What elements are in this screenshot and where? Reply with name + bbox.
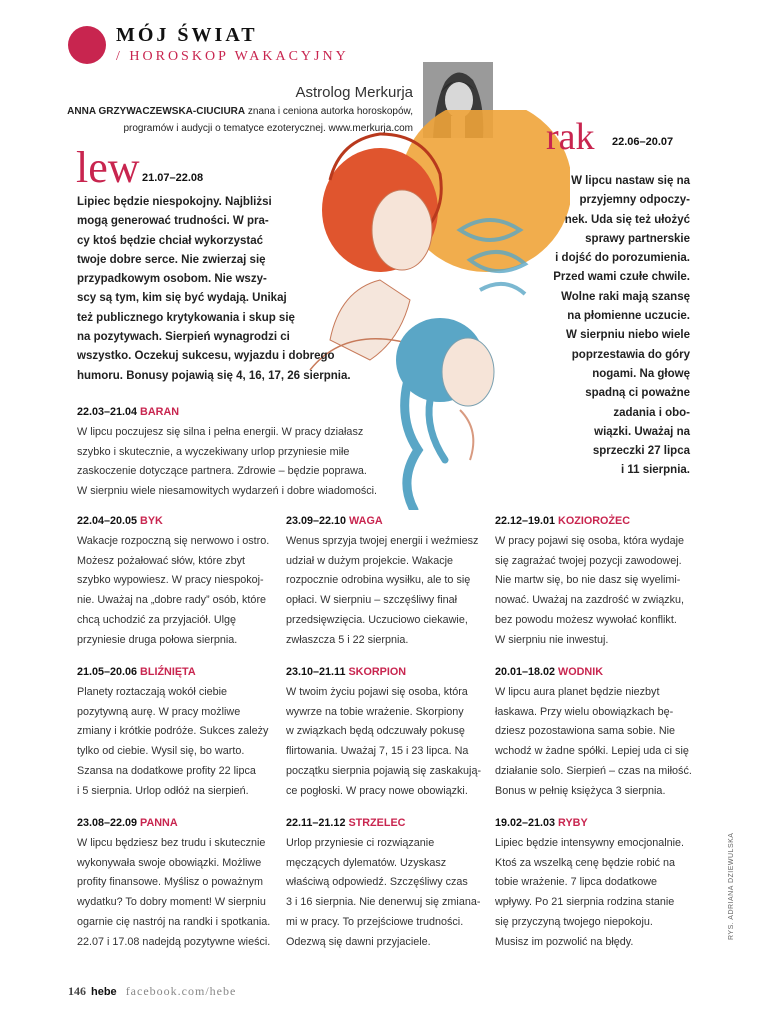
- sign-dates: 22.11–21.12: [286, 817, 349, 829]
- lew-line: też publicznego krytykowania i skup się: [77, 311, 295, 324]
- sign-line: właściwą odpowiedź. Szczęśliwy czas: [286, 876, 468, 889]
- sign-line: W twoim życiu pojawi się osoba, która: [286, 685, 468, 698]
- sign-line: w związkach będą odczuwały pokusę: [286, 725, 465, 738]
- page-number: 146: [68, 984, 86, 998]
- facebook-link[interactable]: facebook.com/hebe: [125, 984, 237, 998]
- rak-line: nek. Uda się też ułożyć: [564, 213, 690, 226]
- lew-dates: 21.07–22.08: [142, 172, 204, 184]
- sign-line: W lipcu aura planet będzie niezbyt: [495, 685, 660, 698]
- section-dot: [68, 26, 106, 64]
- sign-line: W pracy pojawi się osoba, która wydaje: [495, 534, 685, 547]
- sign-line: Wakacje rozpoczną się nerwowo i ostro.: [77, 534, 270, 547]
- astrologer-bio-line1: znana i ceniona autorka horoskopów,: [245, 106, 413, 117]
- rak-line: nogami. Na głowę: [592, 367, 690, 380]
- sign-bliznieta: [77, 663, 282, 802]
- sign-line: szybko wypowiesz. W pracy niespokoj-: [77, 574, 264, 587]
- astrologer-bio-line2: programów i audycji o tematyce ezoterycznej. www.merkurja.com: [123, 123, 413, 134]
- sign-line: Planety roztaczają wokół ciebie: [77, 685, 228, 698]
- lew-line: twoje dobre serce. Nie zwierzaj się: [77, 253, 266, 266]
- sign-line: tobie wrażenie. 7 lipca dodatkowe: [495, 876, 658, 889]
- section-subtitle: / HOROSKOP WAKACYJNY: [116, 49, 349, 64]
- sign-name: SKORPION: [348, 666, 407, 678]
- lew-line: Lipiec będzie niespokojny. Najbliżsi: [77, 196, 272, 208]
- rak-line: Przed wami czułe chwile.: [553, 271, 690, 284]
- sign-header: [77, 512, 282, 532]
- section-title: MÓJ ŚWIAT: [116, 24, 258, 46]
- rak-line: spadną ci poważne: [585, 387, 690, 400]
- rak-line: Wolne raki mają szansę: [561, 290, 690, 303]
- sign-line: Ktoś za wszelką cenę będzie robić na: [495, 856, 676, 869]
- sign-name: STRZELEC: [348, 817, 406, 829]
- brand-logo: hebe: [91, 986, 117, 998]
- sign-line: ce pogłoski. W pracy nowe obowiązki.: [286, 784, 468, 797]
- sign-line: W sierpniu wiele niesamowitych wydarzeń i dobre wiadomości.: [77, 485, 378, 498]
- rak-line: poprzestawia do góry: [571, 348, 690, 361]
- sign-name: BLIŹNIĘTA: [140, 666, 196, 678]
- sign-header: [286, 512, 496, 532]
- lew-line: na pozytywach. Sierpień wynagrodzi ci: [77, 331, 290, 344]
- sign-line: 3 i 16 sierpnia. Nie denerwuj się zmiana-: [286, 896, 481, 909]
- rak-title: rak: [546, 116, 595, 158]
- sign-name: WODNIK: [558, 666, 604, 678]
- sign-waga: [286, 512, 496, 651]
- lew-line: scy są tym, kim się być wydają. Unikaj: [77, 292, 287, 305]
- sign-byk: [77, 512, 282, 651]
- sign-line: zwłaszcza 5 i 22 sierpnia.: [286, 633, 409, 646]
- rak-text: [480, 172, 690, 481]
- sign-line: Możesz pożałować słów, które zbyt: [77, 554, 246, 567]
- sign-name: PANNA: [140, 817, 178, 829]
- lew-line: humoru. Bonusy pojawią się 4, 16, 17, 26 sierpnia.: [77, 369, 351, 382]
- lew-line: cy ktoś będzie chciał wykorzystać: [77, 234, 264, 247]
- rak-dates: 22.06–20.07: [612, 136, 674, 148]
- sign-line: zaskoczenie dotyczące partnera. Zdrowie – będzie poprawa.: [77, 465, 367, 478]
- sign-dates: 22.03–21.04: [77, 406, 141, 418]
- lew-line: wszystko. Oczekuj sukcesu, wyjazdu i dobrego: [77, 350, 335, 363]
- sign-baran: [77, 403, 407, 502]
- sign-line: Wenus sprzyja twojej energii i weźmiesz: [286, 534, 479, 547]
- lew-title: lew: [76, 143, 140, 192]
- sign-line: W lipcu poczujesz się silna i pełna energii. W pracy działasz: [77, 425, 364, 438]
- sign-header: [495, 663, 715, 683]
- sign-dates: 23.08–22.09: [77, 817, 141, 829]
- rak-line: zadania i obo-: [613, 406, 690, 419]
- sign-line: Bonus w pełnię księżyca 3 sierpnia.: [495, 784, 666, 797]
- sign-line: Nie martw się, bo nie dasz się wyelimi-: [495, 574, 681, 587]
- rak-line: i 11 sierpnia.: [620, 464, 690, 477]
- sign-line: łaskawa. Przy wielu obowiązkach bę-: [495, 705, 674, 718]
- sign-line: męczących dylematów. Uzyskasz: [286, 856, 447, 869]
- sign-name: RYBY: [558, 817, 588, 829]
- sign-line: opłaci. W sierpniu – szczęśliwy finał: [286, 594, 458, 607]
- sign-dates: 23.09–22.10: [286, 515, 350, 527]
- sign-line: profity finansowe. Myślisz o poważnym: [77, 876, 264, 889]
- sign-name: WAGA: [349, 515, 383, 527]
- lew-line: mogą generować trudności. W pra-: [77, 215, 269, 228]
- sign-line: Lipiec będzie intensywny emocjonalnie.: [495, 836, 685, 849]
- sign-line: Odezwą się dawni przyjaciele.: [286, 935, 431, 948]
- sign-dates: 22.12–19.01: [495, 515, 559, 527]
- sign-line: dziesz pozostawiona sama sobie. Nie: [495, 725, 676, 738]
- sign-line: chcą uchodzić za przyjaciół. Ulgę: [77, 613, 237, 626]
- sign-header: [77, 403, 407, 423]
- sign-dates: 20.01–18.02: [495, 666, 559, 678]
- sign-name: BARAN: [140, 406, 180, 418]
- sign-line: wchodź w żadne spółki. Lepiej uda ci się: [495, 745, 689, 758]
- sign-dates: 22.04–20.05: [77, 515, 141, 527]
- sign-line: pozytywną aurę. W pracy możliwe: [77, 705, 241, 718]
- sign-line: mi w pracy. To przejściowe trudności.: [286, 915, 464, 928]
- rak-line: sprzeczki 27 lipca: [592, 445, 690, 458]
- sign-line: bez powodu możesz wywołać konflikt.: [495, 613, 677, 626]
- rak-line: W sierpniu niebo wiele: [566, 329, 690, 342]
- sign-line: Musisz im pozwolić na błędy.: [495, 935, 634, 948]
- sign-dates: 21.05–20.06: [77, 666, 141, 678]
- sign-dates: 23.10–21.11: [286, 666, 349, 678]
- sign-header: [495, 512, 715, 532]
- sign-header: [495, 814, 715, 834]
- rak-line: przyjemny odpoczy-: [579, 194, 690, 207]
- sign-line: przyniesie druga połowa sierpnia.: [77, 633, 238, 646]
- sign-dates: 19.02–21.03: [495, 817, 559, 829]
- sign-line: wpływy. Po 21 sierpnia rodzina stanie: [495, 896, 675, 909]
- sign-line: ogarnie cię nastrój na randki i spotkania.: [77, 915, 271, 928]
- sign-line: Urlop przyniesie ci rozwiązanie: [286, 836, 435, 849]
- sign-wodnik: [495, 663, 715, 802]
- sign-header: [286, 814, 496, 834]
- rak-line: na płomienne uczucie.: [567, 310, 690, 323]
- sign-line: flirtowania. Uważaj 7, 15 i 23 lipca. Na: [286, 745, 469, 758]
- page-footer: [68, 984, 236, 999]
- sign-line: Szansa na dodatkowe profity 22 lipca: [77, 764, 256, 777]
- sign-line: W sierpniu nie inwestuj.: [495, 633, 609, 646]
- sign-panna: [77, 814, 282, 953]
- astrologer-role: Astrolog Merkurja: [295, 84, 413, 101]
- sign-skorpion: [286, 663, 496, 802]
- rak-line: W lipcu nastaw się na: [571, 175, 690, 187]
- rak-line: wiązki. Uważaj na: [594, 425, 690, 438]
- sign-line: rozpocznie odrobina wysiłku, ale to się: [286, 574, 471, 587]
- sign-name: BYK: [140, 515, 163, 527]
- illustration-credit: RYS. ADRIANA DZIEWULSKA: [728, 832, 735, 940]
- sign-ryby: [495, 814, 715, 953]
- sign-line: wydatku? To dobry moment! W sierpniu: [77, 896, 266, 909]
- sign-line: W lipcu będziesz bez trudu i skutecznie: [77, 836, 266, 849]
- sign-line: nie. Uważaj na „dobre rady” osób, które: [77, 594, 267, 607]
- sign-line: się zagrażać twojej pozycji zawodowej.: [495, 554, 682, 567]
- astrologer-name: ANNA GRZYWACZEWSKA-CIUCIURA: [67, 106, 246, 117]
- sign-line: przedsięwzięcia. Uczuciowo ciekawie,: [286, 613, 468, 626]
- lew-text: [77, 193, 372, 386]
- sign-line: nować. Uważaj na zazdrość w związku,: [495, 594, 685, 607]
- sign-koziorozec: [495, 512, 715, 651]
- sign-header: [286, 663, 496, 683]
- lew-line: przypadkowym osobom. Nie wszy-: [77, 273, 267, 286]
- sign-line: zmiany i krótkie podróże. Sukces zależy: [77, 725, 269, 738]
- sign-strzelec: [286, 814, 496, 953]
- sign-line: szybko i skutecznie, a wyczekiwany urlop przyniesie miłe: [77, 445, 350, 458]
- sign-line: początku sierpnia pojawią się zaskakują-: [286, 764, 482, 777]
- sign-line: 22.07 i 17.08 nadejdą pozytywne wieści.: [77, 935, 271, 948]
- rak-line: sprawy partnerskie: [585, 232, 690, 245]
- sign-line: się przyczyną twojego niepokoju.: [495, 915, 653, 928]
- sign-line: i 5 sierpnia. Urlop odłóż na sierpień.: [77, 784, 249, 797]
- sign-line: tylko od ciebie. Wysil się, bo warto.: [77, 745, 245, 758]
- sign-line: wywrze na tobie wrażenie. Skorpiony: [286, 705, 464, 718]
- sign-name: KOZIOROŻEC: [558, 515, 631, 527]
- rak-line: i dojść do porozumienia.: [555, 252, 690, 265]
- sign-line: działanie solo. Sierpień – czas na miłość.: [495, 764, 692, 777]
- sign-header: [77, 663, 282, 683]
- sign-line: wykonywała swoje obowiązki. Możliwe: [77, 856, 262, 869]
- sign-line: udział w dużym projekcie. Wakacje: [286, 554, 454, 567]
- sign-header: [77, 814, 282, 834]
